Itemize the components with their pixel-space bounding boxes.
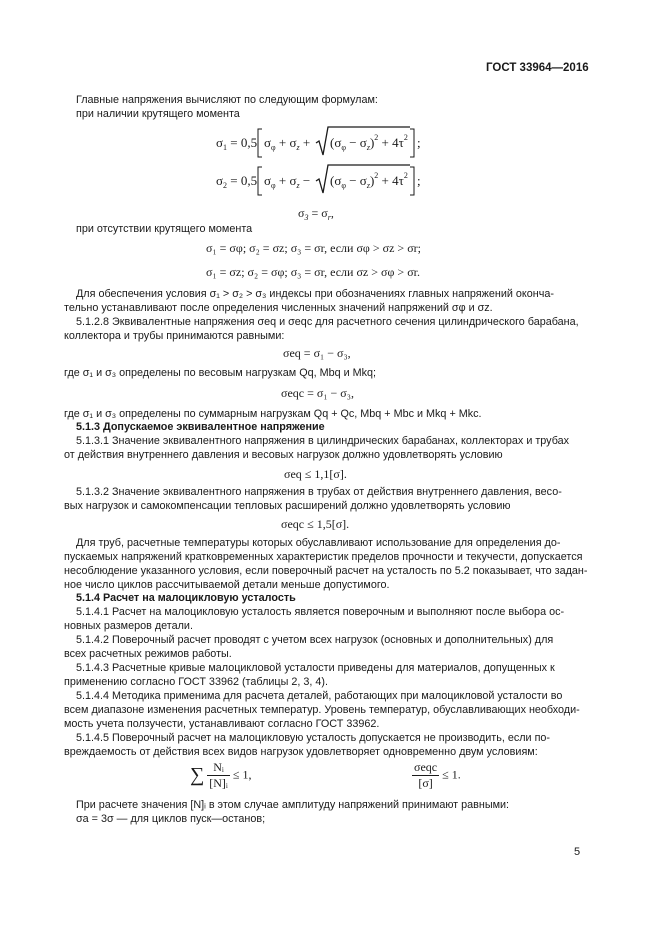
formula-condition-2: σ₁ = σz; σ₂ = σφ; σ₃ = σr, если σz > σφ > σr. [206, 265, 420, 279]
svg-text:;: ; [417, 173, 421, 188]
page-number: 5 [574, 846, 581, 858]
paragraph-line: применению согласно ГОСТ 33962 (таблицы 2, 3, 4). [64, 676, 328, 688]
formula-stress-ratio: $\frac{\text{σeqc}}{[\sigma]}$ ≤ 1. [414, 760, 461, 790]
paragraph-line: σa = 3σ — для циклов пуск—останов; [76, 813, 266, 825]
paragraph-line: Главные напряжения вычисляют по следующим формулам: [76, 94, 378, 106]
svg-text:σφ + σz −: $\sigma_\varphi + \sigma_z$ − [264, 173, 311, 190]
formula-condition-eqc: σeqc ≤ 1,5[σ]. [281, 517, 350, 531]
formula-sigma3: $\sigma_3 = \sigma_r$, [298, 206, 334, 222]
paragraph-line: 5.1.4.1 Расчет на малоцикловую усталость является поверочным и выполняют после выбора ос- [76, 606, 565, 618]
formula-sigma1-lhs: $\sigma_1 = 0,5$ [216, 135, 258, 152]
formula-sigma1 [212, 125, 422, 161]
paragraph-line: коллектора и трубы принимаются равными: [64, 330, 285, 342]
svg-text:σφ + σz +: $\sigma_\varphi + \sigma_z$ + [264, 135, 311, 152]
svg-text:σ2 = 0,5: $\sigma_2 = 0,5$ [216, 173, 258, 190]
paragraph-line: 5.1.4.2 Поверочный расчет проводят с учетом всех нагрузок (основных и дополнительных) для [76, 634, 554, 646]
paragraph-line: пускаемых напряжений кратковременных характеристик пределов прочности и текучести, допускается [64, 551, 583, 563]
paragraph-line: Для труб, расчетные температуры которых обуславливают использование для определения до- [76, 537, 561, 549]
paragraph-line: новных размеров детали. [64, 620, 193, 632]
paragraph-line: мость учета ползучести, устанавливают согласно ГОСТ 33962. [64, 718, 380, 730]
paragraph-line: где σ₁ и σ₃ определены по суммарным нагрузкам Qq + Qc, Mbq + Mbc и Mkq + Mkc. [64, 408, 482, 420]
svg-text:(σφ − σz)2 + 4τ2: $(\sigma_\varphi - \sigma_z)^2 + 4\tau^2$ [330, 171, 408, 190]
paragraph-line: 5.1.3.1 Значение эквивалентного напряжения в цилиндрических барабанах, коллекторах и трубах [76, 435, 570, 447]
paragraph-line: всем диапазоне изменения расчетных температур. Уровень температур, обуславливающих необходи- [64, 704, 580, 716]
paragraph-line: вых нагрузок и самокомпенсации тепловых расширений должно удовлетворять условию [64, 500, 511, 512]
paragraph-line: при наличии крутящего момента [76, 108, 240, 120]
paragraph-line: от действия внутреннего давления и весовых нагрузок должно удовлетворять условию [64, 449, 503, 461]
paragraph-line: вреждаемость от действия всех видов нагрузок удовлетворяет одновременно двум условиям: [64, 746, 538, 758]
paragraph-line: несоблюдение указанного условия, если поверочный расчет на усталость по 5.2 показывает, что задан- [64, 565, 588, 577]
formula-damage-sum: ∑ $\frac{\text{Nᵢ}}{\text{[N]ᵢ}}$ ≤ 1, [190, 760, 252, 790]
formula-sigma-eq: σeq = σ₁ − σ₃, [283, 346, 351, 360]
paragraph-line: 5.1.4.3 Расчетные кривые малоцикловой усталости приведены для материалов, допущенных к [76, 662, 555, 674]
document-code: ГОСТ 33964—2016 [486, 62, 589, 74]
svg-text:;: ; [417, 135, 421, 150]
paragraph-line: 5.1.4.5 Поверочный расчет на малоцикловую усталость допускается не производить, если по- [76, 732, 551, 744]
paragraph-line: 5.1.2.8 Эквивалентные напряжения σeq и σeqc для расчетного сечения цилиндрического барабана, [76, 316, 579, 328]
paragraph-line: где σ₁ и σ₃ определены по весовым нагрузкам Qq, Mbq и Mkq; [64, 367, 377, 379]
paragraph-line: Для обеспечения условия σ₁ > σ₂ > σ₃ индексы при обозначениях главных напряжений оконча- [76, 288, 554, 300]
formula-sigma-eqc: σeqc = σ₁ − σ₃, [281, 386, 354, 400]
svg-text:(σφ − σz)2 + 4τ2: $(\sigma_\varphi - \sigma_z)^2 + 4\tau^2$ [330, 133, 408, 152]
formula-condition-eq: σeq ≤ 1,1[σ]. [284, 467, 347, 481]
paragraph-line: тельно устанавливают после определения численных значений напряжений σφ и σz. [64, 302, 493, 314]
paragraph-line: 5.1.4.4 Методика применима для расчета деталей, работающих при малоцикловой усталости во [76, 690, 563, 702]
paragraph-line: 5.1.3.2 Значение эквивалентного напряжения в трубах от действия внутреннего давления, весо- [76, 486, 562, 498]
formula-sigma2 [212, 163, 422, 199]
formula-condition-1: σ₁ = σφ; σ₂ = σz; σ₃ = σr, если σφ > σz > σr; [206, 241, 421, 255]
paragraph-line: всех расчетных режимов работы. [64, 648, 232, 660]
section-heading-5-1-3: 5.1.3 Допускаемое эквивалентное напряжение [76, 421, 325, 433]
paragraph-line: ное число циклов рассчитываемой детали меньше допустимого. [64, 579, 390, 591]
paragraph-line: При расчете значения [N]ᵢ в этом случае амплитуду напряжений принимают равными: [76, 799, 510, 811]
paragraph-line: при отсутствии крутящего момента [76, 223, 253, 235]
section-heading-5-1-4: 5.1.4 Расчет на малоцикловую усталость [76, 592, 296, 604]
